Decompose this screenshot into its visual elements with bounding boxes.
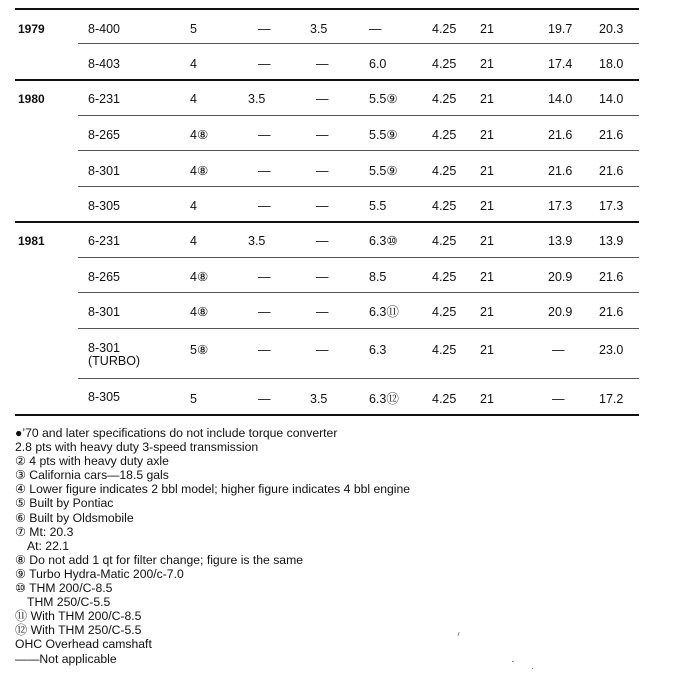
table-cell: 21 [480,92,494,106]
table-cell: 17.3 [599,199,624,213]
table-cell: 21.6 [599,164,624,178]
engine-cell: 8-265 [88,270,120,284]
engine-cell: 8-301 [88,341,120,355]
table-cell: 13.9 [548,234,573,248]
engine-cell: 6-231 [88,92,120,106]
table-cell: — [316,57,329,71]
footnote: ⑤ Built by Pontiac [15,496,114,511]
table-cell: 5 [190,392,197,406]
table-cell: — [258,199,271,213]
footnote: ⑥ Built by Oldsmobile [15,510,134,525]
row-divider [78,378,639,379]
table-cell: 20.9 [548,305,573,319]
engine-cell: 8-305 [88,390,120,404]
table-cell: 4⑧ [190,305,209,319]
table-cell: — [369,22,382,36]
table-cell: 21 [480,57,494,71]
footnote: ② 4 pts with heavy duty axle [15,454,169,469]
engine-cell: 8-400 [88,22,120,36]
engine-cell-turbo: (TURBO) [88,354,141,368]
table-cell: 5.5 [369,199,387,213]
table-cell: — [258,392,271,406]
table-cell: 5.5⑨ [369,92,398,106]
row-divider [78,186,639,187]
table-cell: 4.25 [432,234,457,248]
table-cell: 21 [480,343,494,357]
table-cell: 8.5 [369,270,387,284]
table-cell: 3.5 [248,92,266,106]
engine-cell: 8-265 [88,128,120,142]
footnote: ③ California cars—18.5 gals [15,468,169,483]
table-cell: 20.9 [548,270,573,284]
engine-cell: 8-403 [88,57,120,71]
table-cell: 17.4 [548,57,573,71]
table-cell: 14.0 [599,92,624,106]
table-cell: — [316,92,329,106]
footnote: At: 22.1 [27,538,70,553]
table-cell: 17.3 [548,199,573,213]
table-cell: 4.25 [432,57,457,71]
table-cell: 6.3⑫ [369,392,399,406]
footnote: ⑧ Do not add 1 qt for filter change; figure is the same [15,552,304,567]
table-cell: 3.5 [248,234,266,248]
table-cell: 21 [480,128,494,142]
footnote: ⑦ Mt: 20.3 [15,524,74,539]
table-cell: 21.6 [548,128,573,142]
row-divider [78,257,639,258]
table-cell: 3.5 [310,22,328,36]
footnotes [15,426,410,666]
table-cell: 4⑧ [190,164,209,178]
table-cell: 6.3 [369,343,387,357]
table-cell: 21 [480,22,494,36]
table-cell: 21 [480,305,494,319]
footnote: 2.8 pts with heavy duty 3-speed transmission [15,440,259,455]
table-cell: 4.25 [432,22,457,36]
table-cell: — [258,270,271,284]
year-cell: 1981 [18,234,45,248]
table-cell: 21 [480,234,494,248]
table-cell: 4 [190,92,197,106]
table-cell: 17.2 [599,392,624,406]
table-cell: 4 [190,199,197,213]
engine-cell: 8-305 [88,199,120,213]
table-cell: 5.5⑨ [369,164,398,178]
table-cell: 13.9 [599,234,624,248]
table-cell: 6.3⑪ [369,305,399,319]
table-cell: 6.0 [369,57,387,71]
year-divider-1980 [15,79,639,81]
table-cell: — [552,343,565,357]
table-cell: 18.0 [599,57,624,71]
footnote: ——Not applicable [15,651,117,666]
table-cell: — [316,128,329,142]
table-cell: 19.7 [548,22,573,36]
table-cell: 5.5⑨ [369,128,398,142]
table-cell: 4.25 [432,270,457,284]
table-top-rule [15,8,639,10]
table-cell: 4.25 [432,92,457,106]
table-cell: 21.6 [599,305,624,319]
year-divider-1981 [15,221,639,223]
table-cell: 21 [480,164,494,178]
scan-speck [457,632,459,636]
scan-speck [512,661,514,662]
table-cell: 21 [480,199,494,213]
footnote: THM 250/C-5.5 [27,595,111,610]
year-cell: 1980 [18,92,45,106]
table-cell: 21.6 [599,128,624,142]
table-cell: 4.25 [432,305,457,319]
table-cell: 21.6 [599,270,624,284]
table-cell: — [316,234,329,248]
table-cell: 21.6 [548,164,573,178]
engine-cell: 8-301 [88,305,120,319]
table-cell: — [258,343,271,357]
table-cell: 14.0 [548,92,573,106]
table-cell: 4 [190,57,197,71]
row-divider [78,292,639,293]
table-cell: 21 [480,392,494,406]
table-bottom-rule [15,414,639,416]
table-cell: — [316,199,329,213]
table-cell: 5⑧ [190,343,209,357]
table-cell: — [258,57,271,71]
table-cell: — [258,164,271,178]
table-cell: 23.0 [599,343,624,357]
table-cell: 4.25 [432,392,457,406]
table-cell: 20.3 [599,22,624,36]
table-cell: 21 [480,270,494,284]
table-cell: — [552,392,565,406]
table-cell: — [316,305,329,319]
footnote: ⑫ With THM 250/C-5.5 [15,623,142,638]
row-divider [78,328,639,329]
table-cell: 4.25 [432,343,457,357]
table-cell: — [316,270,329,284]
table-cell: — [258,305,271,319]
table-cell: 6.3⑩ [369,234,398,248]
footnote: ⑨ Turbo Hydra-Matic 200/c-7.0 [15,566,184,581]
table-cell: 4 [190,234,197,248]
table-cell: — [316,343,329,357]
year-cell: 1979 [18,22,45,36]
table-cell: 4.25 [432,128,457,142]
table-cell: 4.25 [432,164,457,178]
table-cell: — [258,128,271,142]
footnote: ⑪ With THM 200/C-8.5 [15,609,142,624]
row-divider [78,43,639,44]
row-divider [78,115,639,116]
scan-speck [532,668,533,669]
footnote: ●’70 and later specifications do not include torque converter [15,426,338,440]
footnote: OHC Overhead camshaft [15,637,152,652]
engine-cell: 8-301 [88,164,120,178]
row-divider [78,150,639,151]
table-cell: 4.25 [432,199,457,213]
footnote: ④ Lower figure indicates 2 bbl model; higher figure indicates 4 bbl engine [15,482,411,497]
footnote: ⑩ THM 200/C-8.5 [15,581,113,596]
table-cell: 5 [190,22,197,36]
engine-cell: 6-231 [88,234,120,248]
table-cell: 4⑧ [190,128,209,142]
table-cell: 4⑧ [190,270,209,284]
table-cell: 3.5 [310,392,328,406]
table-cell: — [258,22,271,36]
table-cell: — [316,164,329,178]
